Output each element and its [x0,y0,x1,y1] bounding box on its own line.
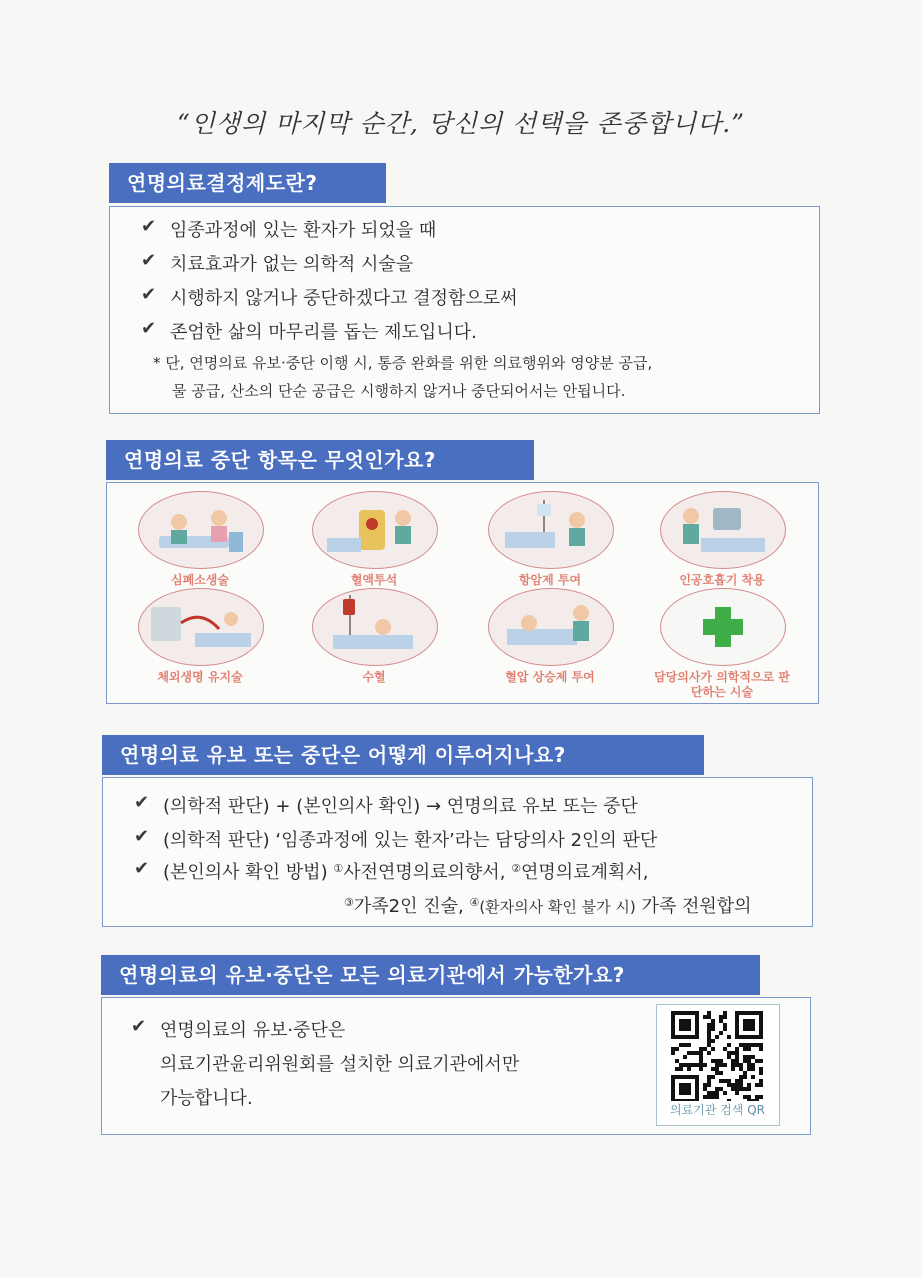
checkmark-icon: ✔ [131,1016,147,1037]
treatment-label: 혈압 상승제 투여 [505,670,595,684]
section4-line: 가능합니다. [160,1088,253,1109]
vasopressor-icon [488,588,614,666]
section1-note: * 단, 연명의료 유보·중단 이행 시, 통증 완화를 위한 의료행위와 영양분 공급, [153,354,653,372]
qr-code-icon [657,1005,778,1101]
treatment-item [138,491,262,587]
dialysis-icon [312,491,438,569]
treatment-label: 수혈 [362,670,386,684]
section3-item: (의학적 판단) + (본인의사 확인) → 연명의료 유보 또는 중단 [163,796,638,817]
treatment-item [488,491,612,587]
treatment-label: 항암제 투여 [518,573,582,587]
method-note: (환자의사 확인 불가 시) [479,898,636,916]
section1-item: 존엄한 삶의 마무리를 돕는 제도입니다. [170,322,477,343]
section1-item: 시행하지 않거나 중단하겠다고 결정함으로써 [170,288,518,309]
section4-line: 의료기관윤리위원회를 설치한 의료기관에서만 [160,1054,520,1075]
treatment-item [488,588,612,684]
qr-code[interactable] [656,1004,780,1126]
method-text: 가족2인 진술, [353,896,470,917]
method-text: 연명의료계획서, [521,862,649,883]
section1-item: 치료효과가 없는 의학적 시술을 [170,254,414,275]
section1-item: 임종과정에 있는 환자가 되었을 때 [170,220,437,241]
checkmark-icon: ✔ [141,318,157,339]
checkmark-icon: ✔ [134,826,150,847]
qr-caption: 의료기관 검색 QR [670,1103,765,1117]
medical-cross-icon [660,588,786,666]
section3-item-continued [344,892,752,918]
section3-item [163,858,648,884]
slogan: “인생의 마지막 순간, 당신의 선택을 존중합니다.” [176,109,746,138]
chemotherapy-icon [488,491,614,569]
section4-line: 연명의료의 유보·중단은 [160,1020,346,1041]
treatment-item [660,491,784,587]
circled-marker: ④ [469,896,480,909]
treatment-label: 인공호흡기 착용 [679,573,765,587]
checkmark-icon: ✔ [141,216,157,237]
treatment-item [138,588,262,684]
treatment-label: 담당의사가 의학적으로 판단하는 시술 [654,670,790,699]
treatment-item [312,491,436,587]
section1-note: 물 공급, 산소의 단순 공급은 시행하지 않거나 중단되어서는 안됩니다. [172,382,626,400]
treatment-label: 체외생명 유지술 [157,670,243,684]
circled-marker: ③ [344,896,354,909]
transfusion-icon [312,588,438,666]
ecmo-icon [138,588,264,666]
section1-heading: 연명의료결정제도란? [109,163,386,203]
checkmark-icon: ✔ [141,250,157,271]
section3-heading: 연명의료 유보 또는 중단은 어떻게 이루어지나요? [102,735,704,775]
section4-heading: 연명의료의 유보·중단은 모든 의료기관에서 가능한가요? [101,955,760,995]
checkmark-icon: ✔ [134,858,150,879]
circled-marker: ② [511,862,522,875]
checkmark-icon: ✔ [134,792,150,813]
checkmark-icon: ✔ [141,284,157,305]
method-text: 가족 전원합의 [635,896,752,917]
treatment-label: 혈액투석 [350,573,398,587]
section3-item: (의학적 판단) ‘임종과정에 있는 환자’라는 담당의사 2인의 판단 [163,830,658,851]
item3-prefix: (본인의사 확인 방법) [163,862,334,883]
method-text: 사전연명의료의향서, [343,862,512,883]
treatment-item [654,588,790,699]
treatment-label: 심폐소생술 [171,573,229,587]
circled-marker: ① [333,862,344,875]
ventilator-icon [660,491,786,569]
section2-heading: 연명의료 중단 항목은 무엇인가요? [106,440,534,480]
cpr-icon [138,491,264,569]
treatment-item [312,588,436,684]
